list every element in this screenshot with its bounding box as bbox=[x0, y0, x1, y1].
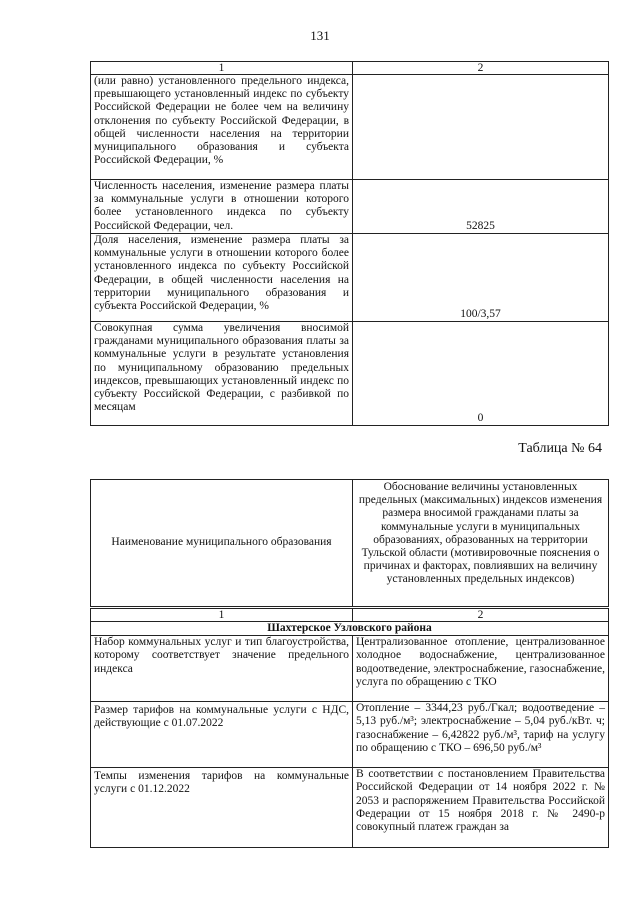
row-value: Централизованное отопление, централизованное холодное водоснабжение, централизованное водоотведение, электроснабжение, газоснабжение, услуга по обращению с ТКО bbox=[353, 636, 609, 702]
district-row bbox=[91, 622, 609, 636]
row-value bbox=[353, 75, 609, 180]
column-number-1: 1 bbox=[91, 62, 353, 75]
table-caption: Таблица № 64 bbox=[518, 441, 602, 456]
row-value: В соответствии с постановлением Правительства Российской Федерации от 14 ноября 2022 г. № 2053 и распоряжением Правительства Российской Федерации от 15 ноября 2018 г. № 2490-р совокупный платеж граждан за bbox=[353, 768, 609, 848]
column-number-1: 1 bbox=[91, 608, 353, 622]
row-value: 0 bbox=[353, 322, 609, 426]
table-head-row bbox=[91, 480, 609, 608]
table-row bbox=[91, 234, 609, 322]
row-value: 100/3,57 bbox=[353, 234, 609, 322]
row-value: 52825 bbox=[353, 180, 609, 234]
table-row bbox=[91, 75, 609, 180]
table-header-row bbox=[91, 62, 609, 75]
row-label: Размер тарифов на коммунальные услуги с НДС, действующие с 01.07.2022 bbox=[91, 702, 353, 768]
column-number-row bbox=[91, 608, 609, 622]
table-row bbox=[91, 702, 609, 768]
table-row bbox=[91, 180, 609, 234]
row-label: Доля населения, изменение размера платы за коммунальные услуги в отношении которого более установленного индекса по субъекту Российской Федерации, в общей численности населения на территории муниципального образования и субъекта Российской Федерации, % bbox=[91, 234, 353, 322]
row-label: Численность населения, изменение размера платы за коммунальные услуги в отношении которого более установленного индекса по субъекту Российской Федерации, чел. bbox=[91, 180, 353, 234]
head-justification: Обоснование величины установленных предельных (максимальных) индексов изменения размера вносимой гражданами платы за коммунальные услуги в муниципальных образованиях, образованных на территории Тульской области (мотивировочные пояснения о причинах и факторах, повлиявших на величину установленных предельных индексов) bbox=[353, 480, 609, 608]
table-row bbox=[91, 322, 609, 426]
row-value: Отопление – 3344,23 руб./Гкал; водоотведение – 5,13 руб./м³; электроснабжение – 5,04 руб./кВт. ч; газоснабжение – 6,42822 руб./м³, тариф на услугу по обращению с ТКО – 696,50 руб./м³ bbox=[353, 702, 609, 768]
row-label: Темпы изменения тарифов на коммунальные услуги с 01.12.2022 bbox=[91, 768, 353, 848]
district-title: Шахтерское Узловского района bbox=[91, 622, 609, 636]
row-label: Совокупная сумма увеличения вносимой гражданами муниципального образования платы за коммунальные услуги в результате установления по муниципальному образованию предельных индексов, превышающих установленный индекс по субъекту Российской Федерации, с разбивкой по месяцам bbox=[91, 322, 353, 426]
indicators-table-continued bbox=[90, 61, 609, 426]
row-label: Набор коммунальных услуг и тип благоустройства, которому соответствует значение предельного индекса bbox=[91, 636, 353, 702]
table-row bbox=[91, 768, 609, 848]
justification-table bbox=[90, 479, 609, 848]
column-number-2: 2 bbox=[353, 608, 609, 622]
row-label: (или равно) установленного предельного индекса, превышающего установленный индекс по субъекту Российской Федерации не более чем на величину отклонения по субъекту Российской Федерации, в общей численности населения на территории муниципального образования и субъекта Российской Федерации, % bbox=[91, 75, 353, 180]
head-municipality: Наименование муниципального образования bbox=[91, 480, 353, 608]
table-row bbox=[91, 636, 609, 702]
page-number: 131 bbox=[310, 28, 330, 43]
column-number-2: 2 bbox=[353, 62, 609, 75]
